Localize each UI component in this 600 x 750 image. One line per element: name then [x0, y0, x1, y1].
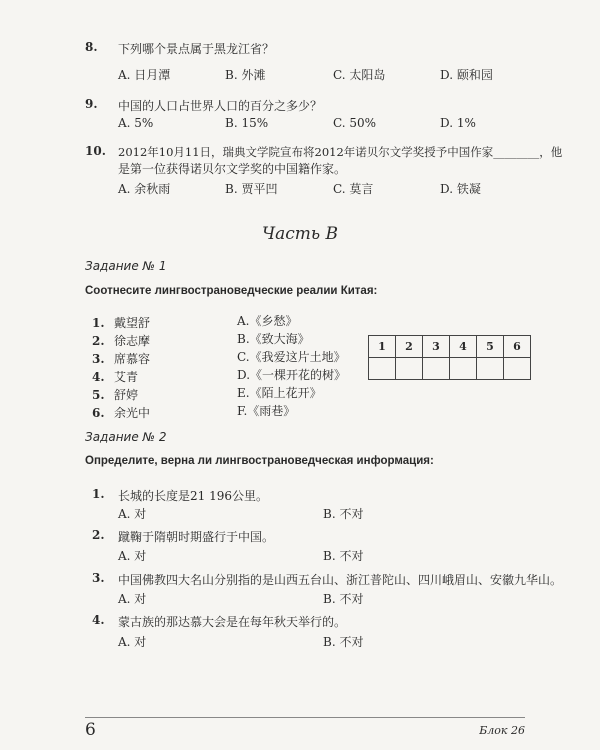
list-item: 5. 舒婷: [92, 388, 139, 402]
list-item: F.《雨巷》: [237, 404, 296, 418]
q9-option-d: D. 1%: [440, 116, 476, 130]
answer-grid: [368, 335, 531, 380]
q10-option-c: C. 莫言: [333, 182, 374, 196]
grid-header: 5: [477, 336, 504, 358]
t2-item3-option-b: B. 不对: [323, 592, 364, 606]
list-item: 3. 席慕容: [92, 352, 151, 366]
t2-item1-text: 长城的长度是21 196公里。: [118, 489, 268, 503]
q10-option-d: D. 铁凝: [440, 182, 481, 196]
list-item: 1. 戴望舒: [92, 316, 151, 330]
t2-item1-option-b: B. 不对: [323, 507, 364, 521]
t2-item2-number: 2.: [92, 528, 105, 542]
answer-cell[interactable]: [450, 358, 477, 380]
grid-header: 6: [504, 336, 531, 358]
q8-text: 下列哪个景点属于黑龙江省？: [118, 42, 275, 56]
grid-header: 3: [423, 336, 450, 358]
q8-option-a: A. 日月潭: [118, 68, 171, 82]
list-item: A.《乡愁》: [237, 314, 298, 328]
list-item: B.《致大海》: [237, 332, 310, 346]
q8-option-b: B. 外滩: [225, 68, 266, 82]
q9-text: 中国的人口占世界人口的百分之多少？: [118, 99, 323, 113]
list-item: C.《我爱这片土地》: [237, 350, 346, 364]
page-number: 6: [85, 720, 96, 740]
q9-option-c: C. 50%: [333, 116, 377, 130]
answer-cell[interactable]: [423, 358, 450, 380]
q8-option-d: D. 颐和园: [440, 68, 493, 82]
q8-number: 8.: [85, 40, 98, 54]
t2-item3-number: 3.: [92, 571, 105, 585]
task2-label: Задание № 2: [85, 430, 167, 444]
task2-instruction: Определите, верна ли лингвострановедческая информация:: [85, 455, 434, 467]
t2-item3-text: 中国佛教四大名山分别指的是山西五台山、浙江普陀山、四川峨眉山、安徽九华山。: [118, 573, 563, 587]
answer-cell[interactable]: [396, 358, 423, 380]
task1-right-column: [237, 312, 346, 420]
footer-divider: [85, 717, 525, 718]
t2-item2-option-b: B. 不对: [323, 549, 364, 563]
t2-item1-option-a: A. 对: [118, 507, 147, 521]
q9-number: 9.: [85, 97, 98, 111]
list-item: 4. 艾青: [92, 370, 139, 384]
task1-instruction: Соотнесите лингвострановедческие реалии Китая:: [85, 285, 378, 297]
list-item: 6. 余光中: [92, 406, 151, 420]
t2-item2-option-a: A. 对: [118, 549, 147, 563]
t2-item1-number: 1.: [92, 487, 105, 501]
t2-item4-text: 蒙古族的那达慕大会是在每年秋天举行的。: [118, 615, 347, 629]
q9-option-a: A. 5%: [118, 116, 154, 130]
task1-left-column: [92, 312, 150, 420]
t2-item3-option-a: A. 对: [118, 592, 147, 606]
answer-cell[interactable]: [477, 358, 504, 380]
list-item: 2. 徐志摩: [92, 334, 151, 348]
t2-item4-number: 4.: [92, 613, 105, 627]
t2-item4-option-b: B. 不对: [323, 635, 364, 649]
grid-header: 2: [396, 336, 423, 358]
q8-option-c: C. 太阳岛: [333, 68, 386, 82]
t2-item2-text: 蹴鞠于隋朝时期盛行于中国。: [118, 530, 275, 544]
answer-cell[interactable]: [504, 358, 531, 380]
section-title: Часть B: [261, 224, 339, 244]
list-item: E.《陌上花开》: [237, 386, 322, 400]
block-label: Блок 26: [479, 724, 525, 737]
answer-cell[interactable]: [369, 358, 396, 380]
grid-header: 4: [450, 336, 477, 358]
q10-text-line1: 2012年10月11日，瑞典文学院宣布将2012年诺贝尔文学奖授予中国作家________，他: [118, 145, 563, 159]
list-item: D.《一棵开花的树》: [237, 368, 347, 382]
t2-item4-option-a: A. 对: [118, 635, 147, 649]
q10-option-a: A. 余秋雨: [118, 182, 171, 196]
q10-text-line2: 是第一位获得诺贝尔文学奖的中国籍作家。: [118, 162, 347, 176]
q10-option-b: B. 贾平凹: [225, 182, 278, 196]
q10-number: 10.: [85, 144, 106, 158]
task1-label: Задание № 1: [85, 259, 167, 273]
q9-option-b: B. 15%: [225, 116, 269, 130]
grid-header: 1: [369, 336, 396, 358]
